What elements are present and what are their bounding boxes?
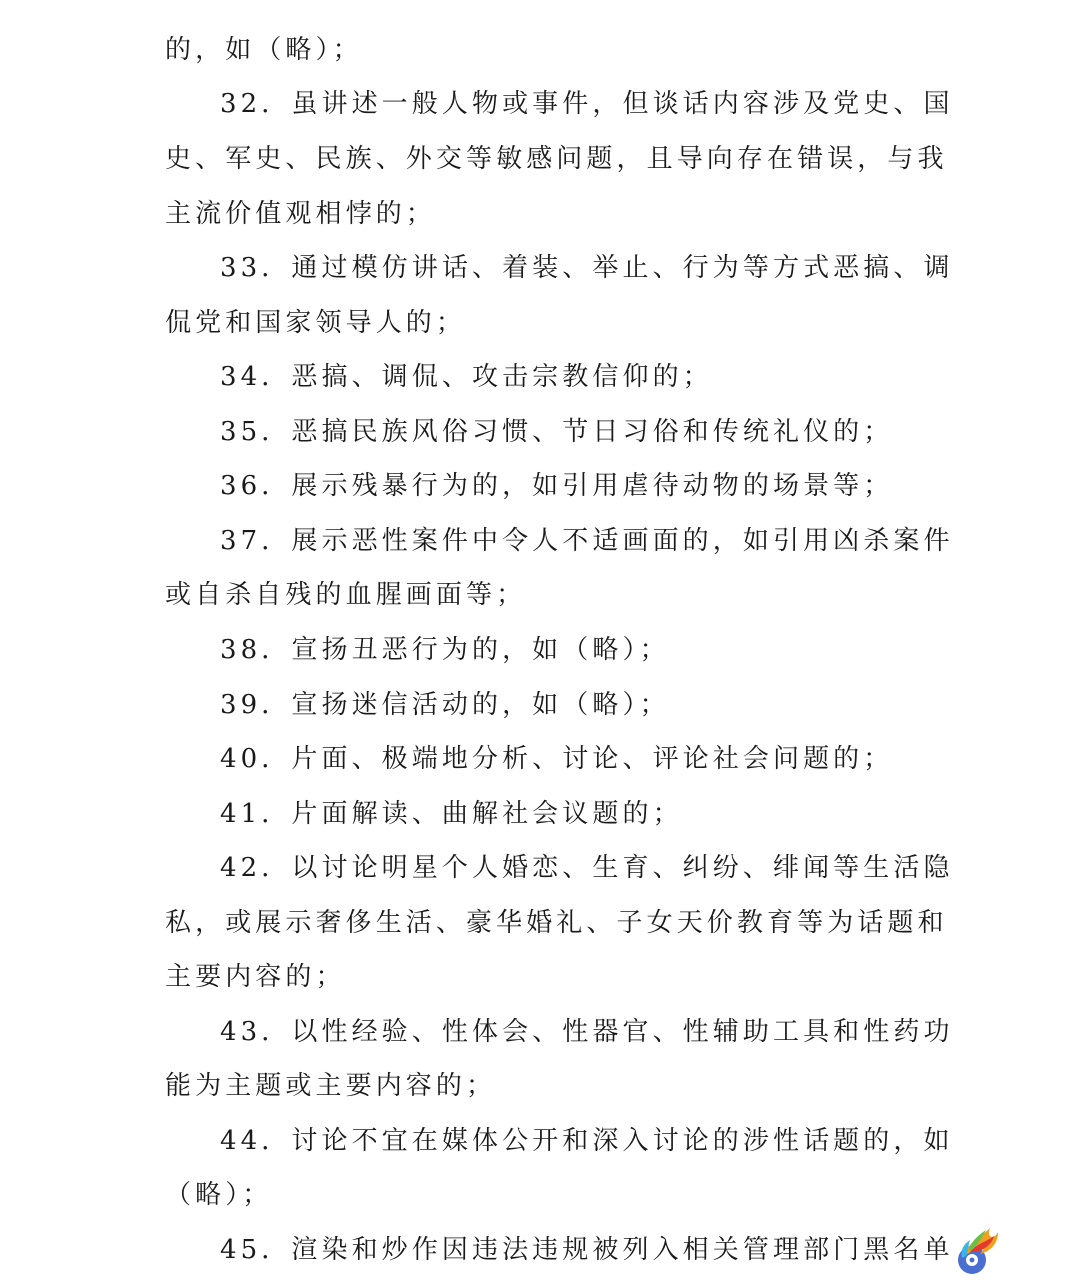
clause-40: 40．片面、极端地分析、讨论、评论社会问题的； (220, 744, 894, 774)
clause-37: 37．展示恶性案件中令人不适画面的，如引用凶杀案件 (220, 526, 954, 556)
clause-32: 32．虽讲述一般人物或事件，但谈话内容涉及党史、国 (220, 89, 954, 119)
text-line: 侃党和国家领导人的； (165, 308, 467, 338)
text-line: 私，或展示奢侈生活、豪华婚礼、子女天价教育等为话题和 (165, 908, 948, 938)
clause-39: 39．宣扬迷信活动的，如（略）； (220, 690, 670, 720)
clause-41: 41．片面解读、曲解社会议题的； (220, 799, 683, 829)
text-line: 主流价值观相悖的； (165, 199, 436, 229)
text-line: （略）； (165, 1180, 273, 1210)
flame-disc-logo-icon (950, 1222, 1006, 1278)
text-line: 能为主题或主要内容的； (165, 1071, 497, 1101)
clause-45: 45．渲染和炒作因违法违规被列入相关管理部门黑名单 (220, 1235, 954, 1265)
clause-36: 36．展示残暴行为的，如引用虐待动物的场景等； (220, 471, 894, 501)
clause-34: 34．恶搞、调侃、攻击宗教信仰的； (220, 362, 713, 392)
text-line: 主要内容的； (165, 962, 346, 992)
clause-33: 33．通过模仿讲话、着装、举止、行为等方式恶搞、调 (220, 253, 954, 283)
clause-42: 42．以讨论明星个人婚恋、生育、纠纷、绯闻等生活隐 (220, 853, 954, 883)
clause-44: 44．讨论不宜在媒体公开和深入讨论的涉性话题的，如 (220, 1126, 954, 1156)
text-line: 的，如（略）； (165, 35, 363, 65)
text-line: 史、军史、民族、外交等敏感问题，且导向存在错误，与我 (165, 144, 948, 174)
clause-35: 35．恶搞民族风俗习惯、节日习俗和传统礼仪的； (220, 417, 894, 447)
text-line: 或自杀自残的血腥画面等； (165, 580, 527, 610)
clause-38: 38．宣扬丑恶行为的，如（略）； (220, 635, 670, 665)
clause-43: 43．以性经验、性体会、性器官、性辅助工具和性药功 (220, 1017, 954, 1047)
